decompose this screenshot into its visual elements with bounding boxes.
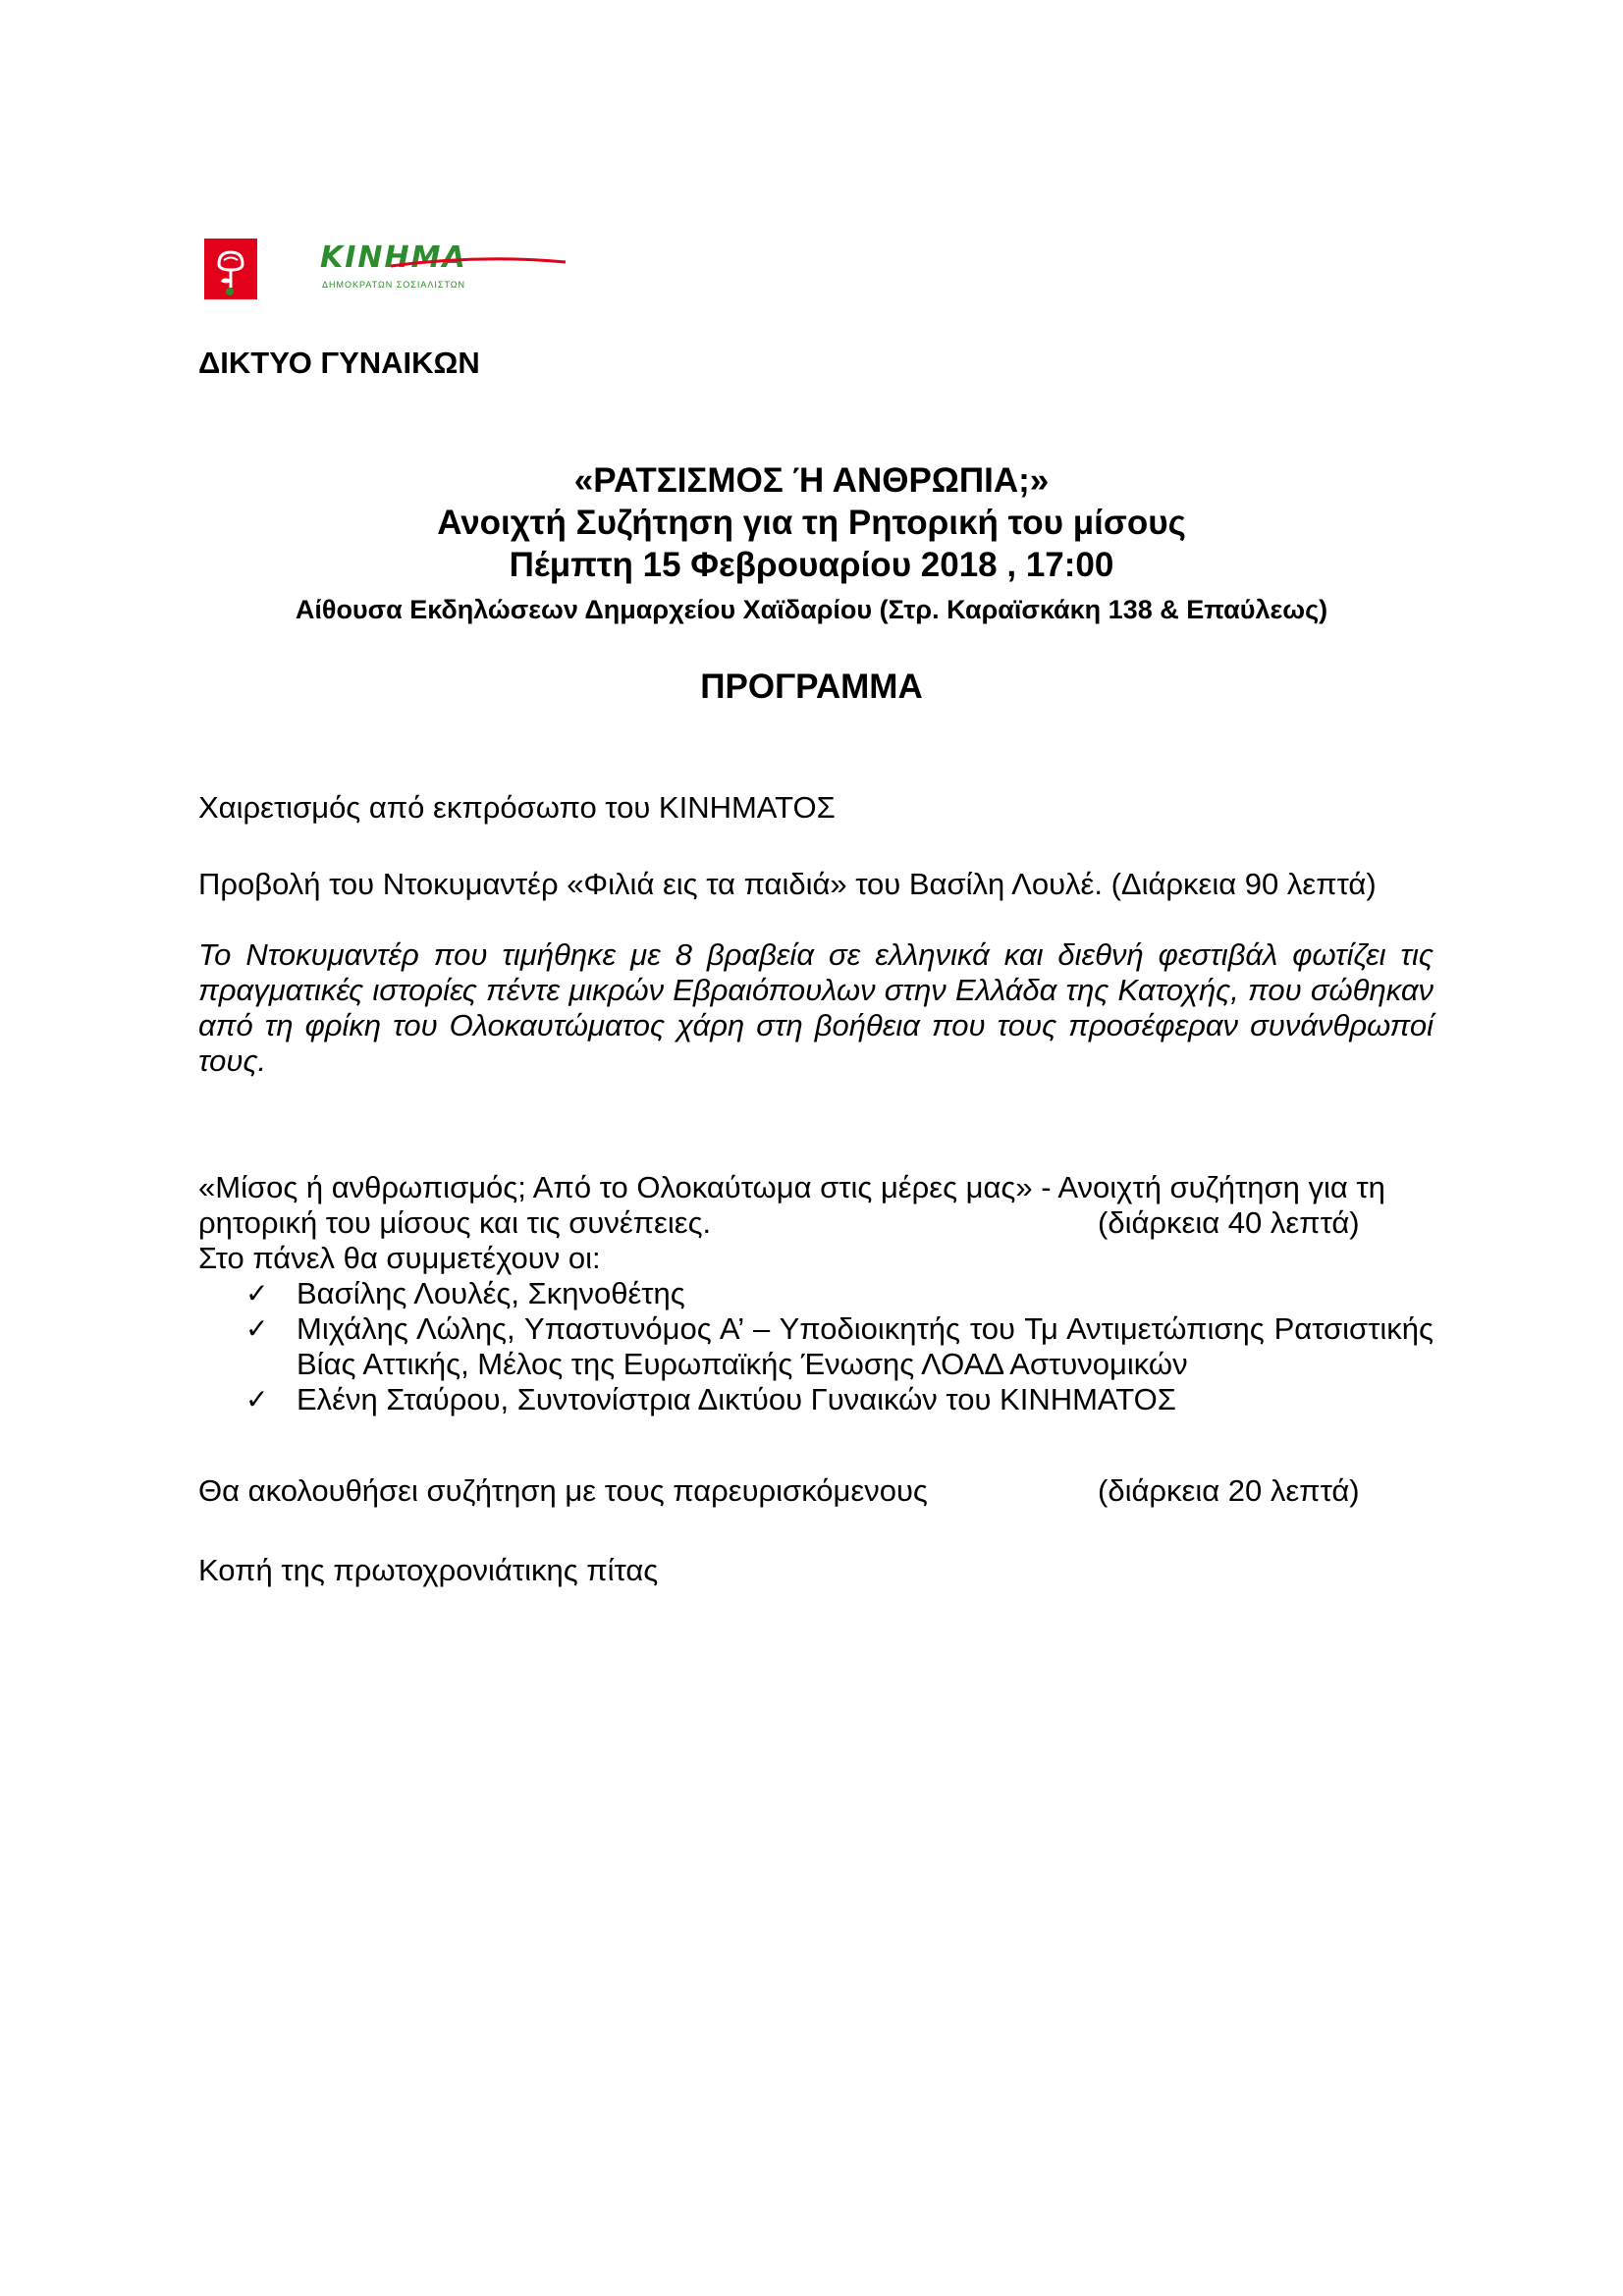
- screening-description: Το Ντοκυμαντέρ που τιμήθηκε με 8 βραβεία σε ελληνικά και διεθνή φεστιβάλ φωτίζει τις πραγματικές ιστορίες πέντε μικρών Εβραιόπουλων στην Ελλάδα της Κατοχής, που σώθηκαν από τη φρίκη του Ολοκαυτώματος χάρη στη βοήθεια που τους προσέφεραν συνάνθρωποί τους.: [198, 937, 1434, 1078]
- organization-heading: ΔΙΚΤΥΟ ΓΥΝΑΙΚΩΝ: [198, 346, 480, 380]
- checkmark-icon: ✓: [245, 1383, 269, 1415]
- checkmark-icon: ✓: [245, 1312, 269, 1345]
- panelist-text: Βασίλης Λουλές, Σκηνοθέτης: [297, 1276, 685, 1310]
- program-heading: ΠΡΟΓΡΑΜΜΑ: [700, 667, 923, 706]
- panelist-item: [245, 1276, 1434, 1311]
- panelist-item: [245, 1311, 1434, 1382]
- panelist-text: Ελένη Σταύρου, Συντονίστρια Δικτύου Γυναικών του ΚΙΝΗΜΑΤΟΣ: [297, 1382, 1176, 1416]
- followup-discussion: Θα ακολουθήσει συζήτηση με τους παρευρισκόμενους: [198, 1473, 928, 1508]
- panelist-item: [245, 1382, 1434, 1417]
- discussion-text: «Μίσος ή ανθρωπισμός; Από το Ολοκαύτωμα στις μέρες μας» - Ανοιχτή συζήτηση για τη ρητορική του μίσους και τις συνέπειες.: [198, 1170, 1385, 1240]
- event-subtitle: Ανοιχτή Συζήτηση για τη Ρητορική του μίσους: [437, 504, 1186, 542]
- event-datetime: Πέμπτη 15 Φεβρουαρίου 2018 , 17:00: [509, 546, 1114, 584]
- logo-subtitle: ΔΗΜΟΚΡΑΤΩΝ ΣΟΣΙΑΛΙΣΤΩΝ: [322, 280, 466, 290]
- event-title: «ΡΑΤΣΙΣΜΟΣ Ή ΑΝΘΡΩΠΙΑ;»: [573, 461, 1050, 500]
- panelist-text: Μιχάλης Λώλης, Υπαστυνόμος Α’ – Υποδιοικητής του Τμ Αντιμετώπισης Ρατσιστικής Βίας Αττικής, Μέλος της Ευρωπαϊκής Ένωσης ΛΟΑΔ Αστυνομικών: [297, 1311, 1434, 1381]
- logo-swoosh: [391, 250, 568, 274]
- followup-duration: (διάρκεια 20 λεπτά): [1098, 1473, 1360, 1508]
- panelist-list: [245, 1276, 1434, 1417]
- event-venue: Αίθουσα Εκδηλώσεων Δημαρχείου Χαϊδαρίου (Στρ. Καραϊσκάκη 138 & Επαύλεως): [295, 595, 1328, 624]
- discussion-duration: (διάρκεια 40 λεπτά): [1098, 1205, 1360, 1240]
- program-greeting: Χαιρετισμός από εκπρόσωπο του ΚΙΝΗΜΑΤΟΣ: [198, 790, 836, 825]
- checkmark-icon: ✓: [245, 1277, 269, 1309]
- program-screening: Προβολή του Ντοκυμαντέρ «Φιλιά εις τα παιδιά» του Βασίλη Λουλέ. (Διάρκεια 90 λεπτά): [198, 867, 1377, 901]
- logo-wordmark: ΚΙΝΗΜΑ: [320, 240, 467, 275]
- panel-intro: Στο πάνελ θα συμμετέχουν οι:: [198, 1241, 601, 1275]
- rose-emblem-icon: [204, 239, 257, 299]
- party-logo: [204, 239, 558, 305]
- closing-item: Κοπή της πρωτοχρονιάτικης πίτας: [198, 1553, 659, 1587]
